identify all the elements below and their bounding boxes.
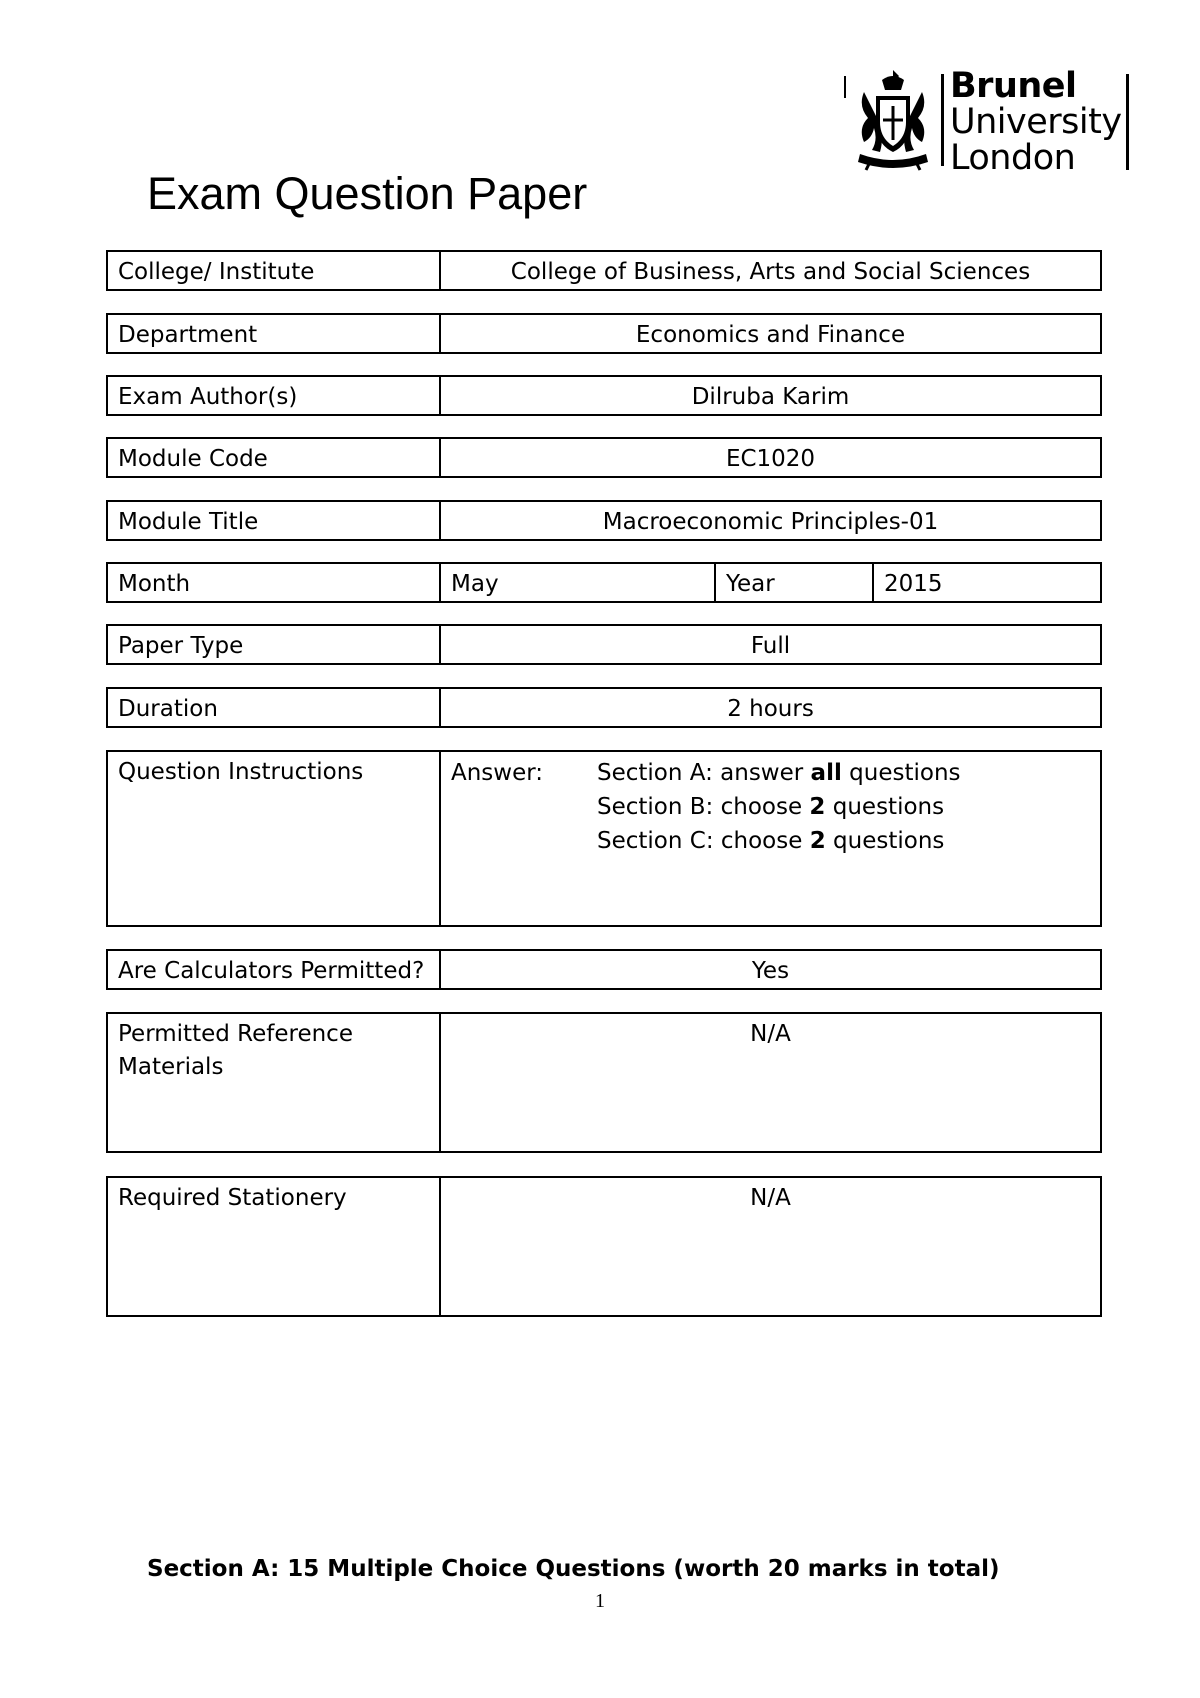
instructions-lines	[597, 756, 961, 858]
section-a-heading: Section A: 15 Multiple Choice Questions (worth 20 marks in total)	[147, 1556, 1000, 1582]
instruction-emphasis: 2	[809, 794, 826, 820]
month-year-row	[106, 562, 1102, 603]
stationery-value: N/A	[750, 1185, 791, 1211]
year-value: 2015	[884, 571, 943, 597]
college-row	[106, 250, 1102, 291]
instruction-text: questions	[841, 760, 961, 786]
answer-label: Answer:	[451, 760, 544, 786]
reference-label-line: Materials	[118, 1054, 224, 1080]
instruction-line-c	[597, 824, 961, 858]
duration-label: Duration	[108, 689, 441, 726]
paper-type-row	[106, 624, 1102, 665]
month-value: May	[441, 564, 716, 601]
year-label: Year	[716, 564, 874, 601]
instruction-text: questions	[825, 794, 945, 820]
instruction-emphasis: 2	[809, 828, 826, 854]
page-number: 1	[595, 1590, 605, 1612]
logo-line-brunel: Brunel	[950, 66, 1077, 106]
reference-value: N/A	[750, 1021, 791, 1047]
instructions-label: Question Instructions	[108, 752, 441, 925]
author-value: Dilruba Karim	[691, 384, 850, 410]
module-code-label: Module Code	[108, 439, 441, 476]
stationery-row	[106, 1176, 1102, 1317]
month-label: Month	[108, 564, 441, 601]
duration-row	[106, 687, 1102, 728]
paper-type-value: Full	[750, 633, 791, 659]
instruction-line-a	[597, 756, 961, 790]
instructions-value	[441, 752, 1100, 925]
module-code-row	[106, 437, 1102, 478]
calculators-value: Yes	[751, 958, 790, 984]
crest-icon	[852, 66, 934, 172]
author-row	[106, 375, 1102, 416]
instructions-row	[106, 750, 1102, 927]
instruction-line-b	[597, 790, 961, 824]
calculators-label: Are Calculators Permitted?	[108, 951, 441, 988]
logo-divider	[844, 76, 846, 98]
instruction-emphasis: all	[810, 760, 842, 786]
instruction-text: Section B: choose	[597, 794, 810, 820]
college-label: College/ Institute	[108, 252, 441, 289]
college-value: College of Business, Arts and Social Sciences	[510, 259, 1031, 285]
logo-line-london: London	[950, 138, 1076, 178]
paper-type-label: Paper Type	[108, 626, 441, 663]
reference-label	[108, 1014, 441, 1151]
module-title-row	[106, 500, 1102, 541]
calculators-row	[106, 949, 1102, 990]
instruction-text: Section C: choose	[597, 828, 810, 854]
reference-row	[106, 1012, 1102, 1153]
page-title: Exam Question Paper	[147, 168, 588, 219]
duration-value: 2 hours	[727, 696, 814, 722]
instruction-text: Section A: answer	[597, 760, 811, 786]
logo-divider	[941, 74, 944, 166]
department-value: Economics and Finance	[635, 322, 906, 348]
author-label: Exam Author(s)	[108, 377, 441, 414]
logo-divider	[1126, 74, 1129, 170]
instruction-text: questions	[825, 828, 945, 854]
stationery-label: Required Stationery	[108, 1178, 441, 1315]
module-code-value: EC1020	[725, 446, 816, 472]
module-title-value: Macroeconomic Principles-01	[602, 509, 939, 535]
brunel-logo	[840, 66, 1140, 176]
module-title-label: Module Title	[108, 502, 441, 539]
reference-label-line: Permitted Reference	[118, 1021, 353, 1047]
department-label: Department	[108, 315, 441, 352]
logo-wordmark	[950, 68, 1122, 176]
logo-line-university: University	[950, 102, 1122, 142]
department-row	[106, 313, 1102, 354]
